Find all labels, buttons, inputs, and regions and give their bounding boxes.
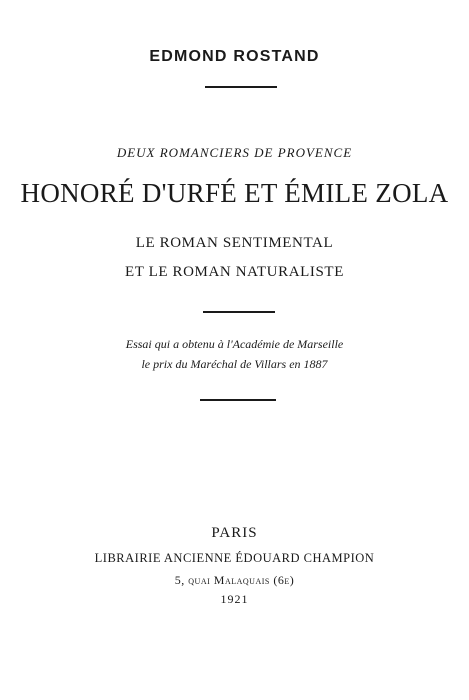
publication-year: 1921	[220, 592, 249, 606]
divider-rule-middle	[203, 311, 275, 313]
series-title: DEUX ROMANCIERS DE PROVENCE	[116, 145, 353, 160]
publication-city: PARIS	[211, 525, 258, 541]
essay-note-line-1: Essai qui a obtenu à l'Académie de Marseille	[125, 337, 344, 351]
essay-note-line-2: le prix du Maréchal de Villars en 1887	[141, 357, 328, 371]
publisher-address: 5, quai Malaquais (6e)	[174, 573, 295, 587]
publisher-name: LIBRAIRIE ANCIENNE ÉDOUARD CHAMPION	[94, 551, 375, 565]
author-name: EDMOND ROSTAND	[149, 48, 320, 65]
divider-rule-bottom	[200, 399, 276, 401]
book-title: HONORÉ D'URFÉ ET ÉMILE ZOLA	[20, 178, 449, 208]
divider-rule-top	[205, 86, 277, 88]
subtitle-line-2: ET LE ROMAN NATURALISTE	[125, 264, 344, 280]
subtitle-line-1: LE ROMAN SENTIMENTAL	[135, 235, 334, 251]
